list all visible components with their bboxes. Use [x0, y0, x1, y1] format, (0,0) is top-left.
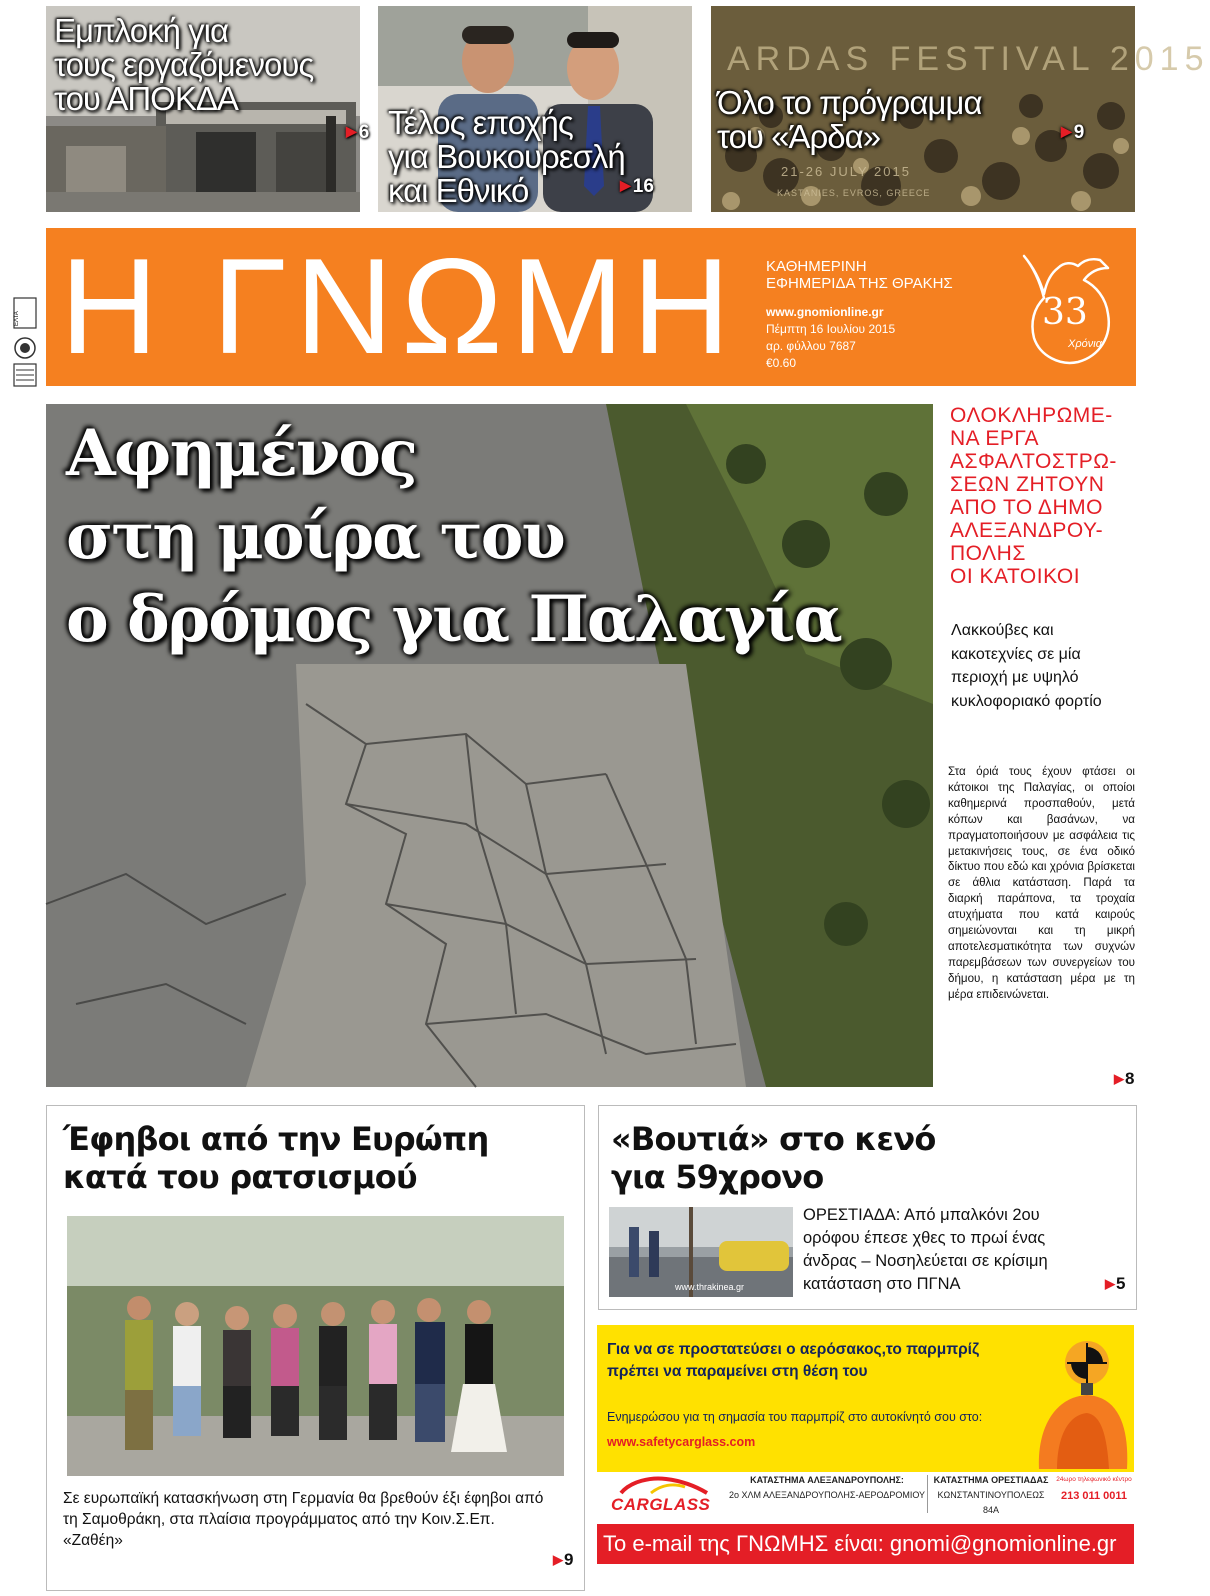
teaser-page-arda: ▶ 9 [1061, 122, 1084, 144]
teaser-voukouresli[interactable] [378, 6, 692, 212]
store2-address: ΚΩΝΣΤΑΝΤΙΝΟΥΠΟΛΕΩΣ 84Α [937, 1490, 1045, 1515]
store2 [931, 1473, 1051, 1518]
voutia-headline-line1: «Βουτιά» στο κενό [611, 1120, 936, 1158]
efhvoi-page-ref[interactable] [553, 1550, 573, 1570]
carglass-brand: CARGLASS [611, 1495, 711, 1514]
main-headline[interactable] [66, 412, 841, 661]
teaser-page-voukouresli: ▶ 16 [620, 176, 654, 198]
arda-poster-title: ARDAS FESTIVAL 2015 [727, 40, 1210, 78]
arda-poster-dates: 21-26 JULY 2015 [781, 164, 911, 179]
store2-title: ΚΑΤΑΣΤΗΜΑ ΟΡΕΣΤΙΑΔΑΣ [933, 1475, 1049, 1485]
teaser-title-voukouresli: Τέλος εποχής για Βουκουρεσλή και Εθνικό [388, 104, 625, 209]
main-kicker: ΟΛΟΚΛΗΡΩΜΕ- ΝΑ ΕΡΓΑ ΑΣΦΑΛΤΟΣΤΡΩ- ΣΕΩΝ ΖΗΤΟΥΝ ΑΠΟ ΤΟ ΔΗΜΟ ΑΛΕΞΑΝΔΡΟΥ- ΠΟΛΗΣ ΟΙ ΚΑΤΟΙΚΟΙ [950, 404, 1117, 588]
masthead-price: €0.60 [766, 356, 797, 370]
elta-stamp-icon [8, 296, 40, 388]
efhvoi-headline-line2: κατά του ρατσισμού [63, 1158, 417, 1196]
masthead-subtitle [766, 258, 953, 292]
page-arrow-icon: ▶ [1105, 1276, 1115, 1291]
masthead-website[interactable]: www.gnomionline.gr [766, 305, 884, 319]
hotline-label: 24ωρο τηλεφωνικό κέντρο [1056, 1476, 1132, 1483]
masthead-subtitle-line1: ΚΑΘΗΜΕΡΙΝΗ [766, 258, 867, 275]
hotline-phone[interactable]: 213 011 0011 [1060, 1490, 1128, 1502]
teaser-page-apokda: ▶ 6 [346, 122, 369, 144]
voutia-page-ref[interactable] [1105, 1274, 1125, 1294]
carglass-logo-icon [611, 1475, 711, 1495]
carglass-ad[interactable] [597, 1325, 1134, 1472]
ad-info: Ενημερώσου για τη σημασία του παρμπρίζ στο αυτοκίνητό σου στο: [607, 1410, 983, 1424]
efhvoi-caption: Σε ευρωπαϊκή κατασκήνωση στη Γερμανία θα βρεθούν έξι έφηβοι από τη Σαμοθράκη, στα πλαίσια προγράμματος από την Κοιν.Σ.Επ. «Ζαθέη» [63, 1490, 544, 1549]
efhvoi-headline-line1: Έφηβοι από την Ευρώπη [63, 1120, 489, 1158]
voutia-photo-credit: www.thrakinea.gr [675, 1282, 745, 1292]
page-arrow-icon: ▶ [1114, 1071, 1124, 1086]
masthead-info [766, 304, 895, 372]
story-efhvoi[interactable] [46, 1105, 585, 1591]
main-headline-line2: στη μοίρα του [66, 499, 564, 574]
store1-address: 2ο ΧΛΜ ΑΛΕΞΑΝΔΡΟΥΠΟΛΗΣ-ΑΕΡΟΔΡΟΜΙΟΥ [728, 1490, 926, 1500]
efhvoi-photo [67, 1216, 564, 1476]
masthead-issue: αρ. φύλλου 7687 [766, 339, 856, 353]
store1 [727, 1473, 927, 1503]
elta-label: ΕΛΤΑ [14, 311, 20, 326]
page-arrow-icon: ▶ [553, 1552, 563, 1567]
arda-poster-place: KASTANIES, EVROS, GREECE [777, 188, 931, 198]
anniversary-label: Χρόνια [1068, 338, 1102, 350]
main-headline-line3: ο δρόμος για Παλαγία [66, 582, 841, 657]
teaser-title-apokda: Εμπλοκή για τους εργαζόμενους του ΑΠΟΚΔΑ [54, 12, 314, 117]
teaser-title-arda: Όλο το πρόγραμμα του «Άρδα» [717, 84, 982, 155]
crash-test-dummy-icon [1017, 1331, 1127, 1469]
ad-divider [927, 1475, 928, 1513]
store1-title: ΚΑΤΑΣΤΗΜΑ ΑΛΕΞΑΝΔΡΟΥΠΟΛΗΣ: [750, 1475, 904, 1485]
main-headline-line1: Αφημένος [66, 416, 416, 491]
main-body: Στα όριά τους έχουν φτάσει οι κάτοικοι της Παλαγίας, οι οποίοι καθημερινά προσπαθούν, μετά κόπων και βασάνων, να πραγματοποιήσουν με ασφάλεια τις μετακινήσεις τους, σε ένα οδικό δίκτυο που εδώ και χρόνια βρίσκεται σε άθλια κατάσταση. Παρά τα διαρκή παράπονα, τα τροχαία ατυχήματα που κατά καιρούς σημειώνονται και τη μικρή αποτελεσματικότητα των συχνών παρεμβάσεων των συνεργείων του δήμου, η κατάσταση μέρα με τη μέρα επιδεινώνεται. [948, 765, 1135, 1001]
story-voutia[interactable] [598, 1105, 1137, 1310]
teaser-apokda[interactable] [46, 6, 370, 212]
masthead [46, 228, 1136, 386]
masthead-subtitle-line2: ΕΦΗΜΕΡΙΔΑ ΤΗΣ ΘΡΑΚΗΣ [766, 275, 953, 292]
main-deck: Λακκούβες και κακοτεχνίες σε μία περιοχή με υψηλό κυκλοφοριακό φορτίο [951, 622, 1102, 710]
efhvoi-headline [63, 1120, 488, 1196]
ad-headline-line1: Για να σε προστατεύσει ο αερόσακος,το παρμπρίζ [607, 1341, 980, 1358]
voutia-headline-line2: για 59χρονο [611, 1158, 824, 1196]
masthead-date: Πέμπτη 16 Ιουλίου 2015 [766, 322, 896, 336]
efhvoi-page-number: 9 [564, 1550, 574, 1569]
newspaper-title[interactable]: Η ΓΝΩΜΗ [60, 230, 739, 382]
hotline [1055, 1475, 1133, 1508]
voutia-page-number: 5 [1116, 1274, 1126, 1293]
anniversary-number: 33 [1042, 292, 1088, 333]
main-page-number: 8 [1125, 1069, 1135, 1088]
side-stamps [8, 296, 40, 388]
email-bar[interactable]: Το e-mail της ΓΝΩΜΗΣ είναι: gnomi@gnomionline.gr [597, 1524, 1134, 1564]
main-page-ref[interactable] [1114, 1069, 1134, 1089]
ad-headline [607, 1339, 979, 1383]
teaser-arda[interactable] [711, 6, 1210, 212]
ad-url[interactable]: www.safetycarglass.com [607, 1435, 756, 1449]
voutia-headline [611, 1120, 936, 1196]
carglass-ad-footer [597, 1473, 1134, 1517]
ad-headline-line2: πρέπει να παραμείνει στη θέση του [607, 1363, 868, 1380]
voutia-text: ΟΡΕΣΤΙΑΔΑ: Από μπαλκόνι 2ου ορόφου έπεσε χθες το πρωί ένας άνδρας – Νοσηλεύεται σε κρίσιμη κατάσταση στο ΠΓΝΑ [803, 1206, 1048, 1293]
